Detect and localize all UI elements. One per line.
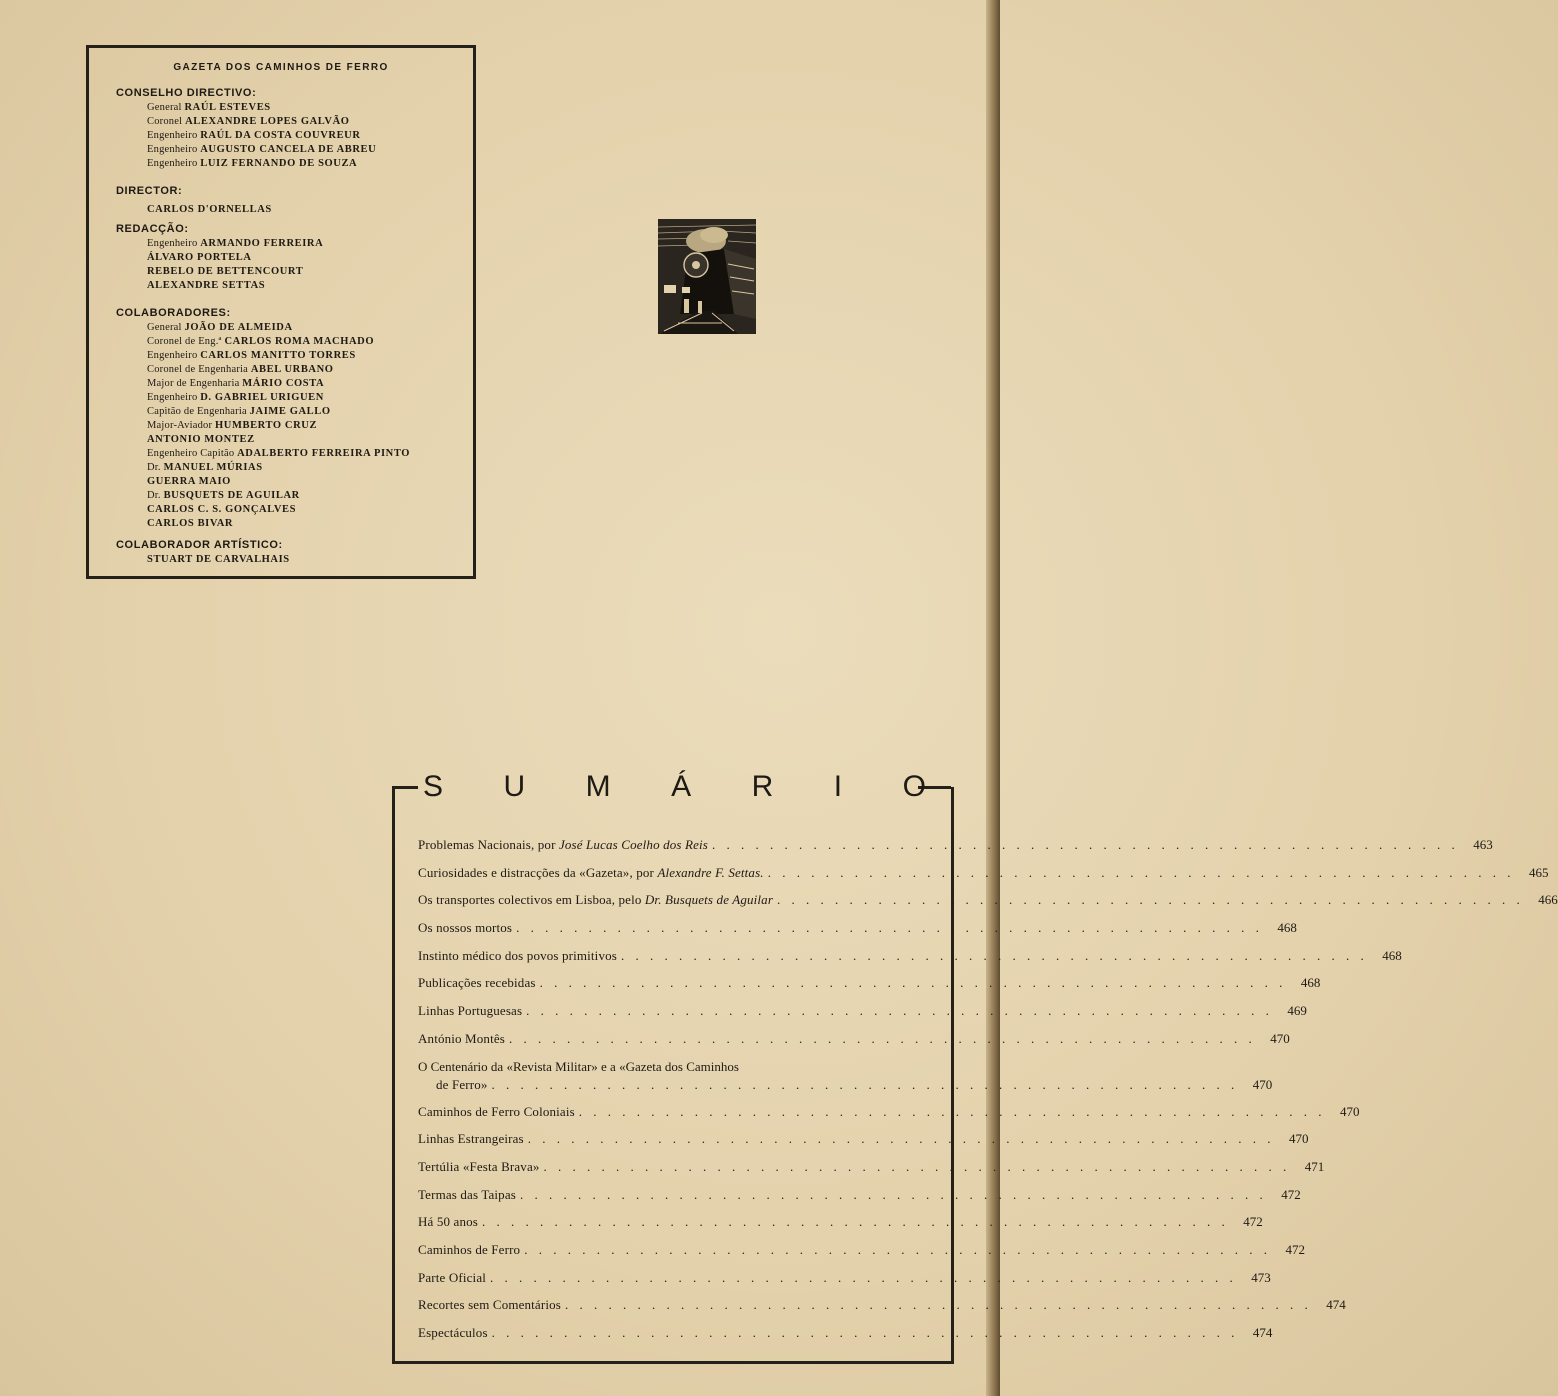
toc-leader-dots: . . . . . . . . . . . . . . . . . . . . . . . . . . . . . . . . . . . . . . . . . . . . . . . . . . . .: [490, 1269, 1237, 1285]
staff-line: [147, 377, 410, 391]
staff-line: [147, 115, 376, 129]
sumario-title-letter: R: [751, 770, 774, 803]
toc-page-number: 465: [1528, 864, 1549, 880]
staff-name: CARLOS ROMA MACHADO: [224, 336, 375, 347]
staff-name: ALEXANDRE LOPES GALVÃO: [185, 116, 350, 127]
toc-entry-title: [418, 974, 536, 992]
toc-title-text: Curiosidades e distracções da «Gazeta», por: [418, 864, 658, 880]
toc-entry: [418, 974, 1321, 1002]
staff-rank: Capitão de Engenharia: [147, 406, 247, 417]
staff-rank: Dr.: [147, 490, 161, 501]
toc-entry-title: [418, 1213, 478, 1231]
toc-entry-title-continued: de Ferro»: [436, 1076, 488, 1092]
toc-entry-author: José Lucas Coelho dos Reis: [558, 837, 709, 852]
staff-line: [147, 419, 410, 433]
toc-entry: [418, 1103, 1360, 1131]
sumario-title-letter: O: [902, 770, 926, 803]
toc-entry-author: Dr. Busquets de Aguilar: [644, 892, 774, 908]
toc-entry: [418, 1186, 1301, 1214]
staff-rank: Coronel: [147, 116, 183, 127]
staff-name: CARLOS BIVAR: [147, 518, 234, 529]
staff-name: RAÚL DA COSTA COUVREUR: [200, 130, 361, 141]
toc-entry: [418, 1130, 1309, 1158]
train-woodcut-icon: [658, 219, 756, 334]
toc-title-text: Parte Oficial: [418, 1269, 487, 1285]
toc-entry-author: Alexandre F. Settas.: [657, 864, 764, 880]
toc-leader-dots: . . . . . . . . . . . . . . . . . . . . . . . . . . . . . . . . . . . . . . . . . . . . . . . . . . . .: [578, 1103, 1326, 1119]
toc-page-number: 473: [1251, 1269, 1271, 1285]
staff-name: JOÃO DE ALMEIDA: [184, 322, 293, 333]
toc-entry: [418, 1030, 1290, 1058]
staff-line: [147, 143, 376, 157]
staff-rank: Engenheiro: [147, 392, 198, 403]
toc-entry-title: [418, 1030, 505, 1048]
staff-name: ARMANDO FERREIRA: [200, 238, 324, 249]
toc-leader-dots: . . . . . . . . . . . . . . . . . . . . . . . . . . . . . . . . . . . . . . . . . . . . . . . . . . . .: [482, 1214, 1229, 1230]
staff-rank: Engenheiro: [147, 144, 198, 155]
staff-name: LUIZ FERNANDO DE SOUZA: [200, 158, 358, 169]
toc-leader-dots: . . . . . . . . . . . . . . . . . . . . . . . . . . . . . . . . . . . . . . . . . . . . . . . . . . . .: [526, 1003, 1273, 1019]
toc-entry-title: [418, 919, 512, 937]
toc-title-text: Os transportes colectivos em Lisboa, pelo: [418, 892, 645, 908]
toc-page-number: 474: [1252, 1325, 1273, 1340]
staff-line: [147, 503, 410, 517]
toc-page-number: 470: [1288, 1131, 1309, 1147]
toc-page-number: 466: [1538, 892, 1558, 908]
toc-entry-title: [418, 1241, 520, 1259]
toc-entry-title: [418, 1324, 488, 1342]
toc-title-text: Há 50 anos: [418, 1214, 478, 1230]
toc-leader-dots: . . . . . . . . . . . . . . . . . . . . . . . . . . . . . . . . . . . . . . . . . . . . . . . . . . . .: [712, 837, 1459, 852]
staff-line: [147, 129, 376, 143]
toc-leader-dots: . . . . . . . . . . . . . . . . . . . . . . . . . . . . . . . . . . . . . . . . . . . . . . . . . . . .: [543, 1158, 1291, 1174]
toc-entry: [418, 1213, 1263, 1241]
staff-name: GUERRA MAIO: [147, 476, 231, 487]
staff-line: [147, 335, 410, 349]
toc-leader-dots: . . . . . . . . . . . . . . . . . . . . . . . . . . . . . . . . . . . . . . . . . . . . . . . . . . . .: [524, 1241, 1271, 1257]
staff-name: BUSQUETS DE AGUILAR: [163, 490, 300, 501]
staff-name: D. GABRIEL URIGUEN: [200, 392, 324, 403]
toc-entry-title: [418, 947, 617, 965]
staff-rank: Engenheiro: [147, 158, 198, 169]
masthead-section: [116, 183, 272, 217]
staff-line: [147, 553, 290, 567]
staff-name: MÁRIO COSTA: [242, 378, 325, 389]
toc-title-text: Termas das Taipas: [418, 1186, 516, 1202]
toc-leader-dots: . . . . . . . . . . . . . . . . . . . . . . . . . . . . . . . . . . . . . . . . . . . . . . . . . . . .: [519, 1186, 1267, 1202]
staff-rank: Engenheiro: [147, 238, 198, 249]
staff-name: REBELO DE BETTENCOURT: [147, 266, 304, 277]
toc-title-text: Caminhos de Ferro Coloniais: [418, 1103, 575, 1119]
toc-leader-dots: . . . . . . . . . . . . . . . . . . . . . . . . . . . . . . . . . . . . . . . . . . . . . . . . . . . .: [620, 947, 1368, 963]
toc-page-number: 471: [1304, 1158, 1325, 1174]
toc-entry: [418, 947, 1402, 975]
staff-name: ABEL URBANO: [250, 364, 334, 375]
staff-name: RAÚL ESTEVES: [184, 102, 271, 113]
toc-page-number: 470: [1252, 1076, 1273, 1092]
toc-title-text: Linhas Portuguesas: [418, 1003, 523, 1019]
staff-name: STUART DE CARVALHAIS: [147, 554, 290, 565]
toc-leader-dots: . . . . . . . . . . . . . . . . . . . . . . . . . . . . . . . . . . . . . . . . . . . . . . . . . . . .: [516, 920, 1263, 936]
toc-entry-title: [418, 1186, 516, 1204]
staff-name: MANUEL MÚRIAS: [163, 462, 263, 473]
toc-page-number: 469: [1287, 1003, 1307, 1019]
staff-name: CARLOS MANITTO TORRES: [200, 350, 356, 361]
toc-title-text: António Montês: [418, 1030, 505, 1046]
toc-title-text: Os nossos mortos: [418, 920, 513, 936]
toc-title-text: Recortes sem Comentários: [418, 1297, 561, 1313]
toc-page-number: 463: [1473, 837, 1493, 852]
toc-entry-title: [418, 891, 773, 909]
toc-entry-title: [418, 864, 764, 882]
staff-line: [147, 349, 410, 363]
staff-name: AUGUSTO CANCELA DE ABREU: [200, 144, 377, 155]
toc-page-number: 468: [1300, 975, 1321, 991]
toc-entry: [418, 1241, 1305, 1269]
toc-entry-title: [418, 1130, 524, 1148]
staff-line: [147, 461, 410, 475]
toc-entry-title: [418, 1002, 522, 1020]
staff-rank: Engenheiro: [147, 350, 198, 361]
toc-entry-title: O Centenário da «Revista Militar» e a «Gazeta dos Caminhos: [418, 1058, 739, 1074]
toc-leader-dots: . . . . . . . . . . . . . . . . . . . . . . . . . . . . . . . . . . . . . . . . . . . . . . . . . . . .: [527, 1131, 1275, 1147]
toc-leader-dots: . . . . . . . . . . . . . . . . . . . . . . . . . . . . . . . . . . . . . . . . . . . . . . . . . . . .: [491, 1325, 1239, 1340]
toc-leader-dots: . . . . . . . . . . . . . . . . . . . . . . . . . . . . . . . . . . . . . . . . . . . . . . . . . . . .: [777, 892, 1524, 908]
toc-page-number: 472: [1281, 1186, 1301, 1202]
toc-title-text: Linhas Estrangeiras: [418, 1131, 524, 1147]
staff-name: ALEXANDRE SETTAS: [147, 280, 266, 291]
staff-rank: General: [147, 322, 182, 333]
staff-line: [147, 391, 410, 405]
toc-title-text: Caminhos de Ferro: [418, 1241, 521, 1257]
staff-line: [147, 517, 410, 531]
toc-title-text: Problemas Nacionais, por: [418, 837, 559, 852]
section-heading: COLABORADOR ARTÍSTICO:: [116, 539, 283, 551]
staff-line: [147, 237, 323, 251]
staff-rank: Coronel de Engenharia: [147, 364, 248, 375]
toc-leader-dots: . . . . . . . . . . . . . . . . . . . . . . . . . . . . . . . . . . . . . . . . . . . . . . . . . . . .: [539, 975, 1287, 991]
staff-line: [147, 363, 410, 377]
sumario-title-letter: U: [503, 770, 526, 803]
staff-line: [147, 203, 272, 217]
staff-line: [147, 265, 323, 279]
toc-title-text: Espectáculos: [418, 1325, 488, 1340]
masthead-section: [116, 305, 410, 531]
toc-entry: [418, 1296, 1346, 1324]
sumario-title-letter: Á: [671, 770, 692, 803]
sumario-title-letter: S: [423, 770, 444, 803]
staff-line: [147, 251, 323, 265]
toc-entry: [418, 1269, 1271, 1297]
staff-rank: Major-Aviador: [147, 420, 213, 431]
toc-page-number: 472: [1243, 1214, 1263, 1230]
toc-page-number: 468: [1277, 920, 1297, 936]
staff-rank: Engenheiro Capitão: [147, 448, 235, 459]
masthead-section: [116, 85, 376, 171]
staff-rank: Dr.: [147, 462, 161, 473]
staff-line: [147, 279, 323, 293]
toc-page-number: 474: [1326, 1297, 1346, 1313]
staff-name: CARLOS C. S. GONÇALVES: [147, 504, 297, 515]
table-of-contents: [418, 836, 1558, 1352]
toc-leader-dots: . . . . . . . . . . . . . . . . . . . . . . . . . . . . . . . . . . . . . . . . . . . . . . . . . . . .: [491, 1076, 1239, 1092]
staff-rank: Coronel de Eng.ª: [147, 336, 222, 347]
masthead-box: [86, 45, 476, 579]
toc-leader-dots: . . . . . . . . . . . . . . . . . . . . . . . . . . . . . . . . . . . . . . . . . . . . . . . . . . . .: [767, 864, 1515, 880]
toc-entry-title: [418, 1296, 561, 1314]
staff-line: [147, 433, 410, 447]
toc-entry: [418, 891, 1558, 919]
staff-name: ADALBERTO FERREIRA PINTO: [237, 448, 411, 459]
masthead-title: GAZETA DOS CAMINHOS DE FERRO: [173, 62, 389, 73]
staff-line: [147, 157, 376, 171]
toc-entry: [418, 1058, 1273, 1103]
staff-rank: Major de Engenharia: [147, 378, 240, 389]
toc-entry-title: [418, 1103, 575, 1121]
masthead-section: [116, 537, 290, 567]
toc-title-text: Tertúlia «Festa Brava»: [418, 1158, 540, 1174]
sumario-title-letter: M: [585, 770, 611, 803]
toc-entry-title: [418, 1158, 540, 1176]
staff-line: [147, 489, 410, 503]
toc-entry: [418, 864, 1549, 892]
staff-rank: Engenheiro: [147, 130, 198, 141]
staff-rank: General: [147, 102, 182, 113]
staff-name: JAIME GALLO: [249, 406, 331, 417]
staff-name: HUMBERTO CRUZ: [215, 420, 318, 431]
staff-name: ÁLVARO PORTELA: [147, 252, 252, 263]
section-heading: DIRECTOR:: [116, 185, 183, 197]
staff-line: [147, 101, 376, 115]
sumario-title-letter: I: [833, 770, 843, 803]
toc-entry: [418, 919, 1297, 947]
staff-line: [147, 447, 410, 461]
toc-page-number: 472: [1285, 1241, 1305, 1257]
toc-leader-dots: . . . . . . . . . . . . . . . . . . . . . . . . . . . . . . . . . . . . . . . . . . . . . . . . . . . .: [508, 1030, 1256, 1046]
toc-entry: [418, 1158, 1325, 1186]
toc-title-text: Publicações recebidas: [418, 975, 536, 991]
toc-page-number: 470: [1340, 1103, 1360, 1119]
staff-name: ANTONIO MONTEZ: [147, 434, 255, 445]
toc-leader-dots: . . . . . . . . . . . . . . . . . . . . . . . . . . . . . . . . . . . . . . . . . . . . . . . . . . . .: [564, 1297, 1312, 1313]
staff-line: [147, 405, 410, 419]
sumario-title: [392, 770, 956, 804]
toc-entry-title: [418, 1269, 486, 1287]
staff-line: [147, 321, 410, 335]
toc-page-number: 470: [1270, 1030, 1290, 1046]
toc-title-text: Instinto médico dos povos primitivos: [418, 947, 617, 963]
staff-name: CARLOS D'ORNELLAS: [147, 204, 272, 215]
section-heading: REDACÇÃO:: [116, 223, 189, 235]
toc-entry: [418, 1324, 1273, 1352]
toc-entry: [418, 836, 1493, 864]
masthead-section: [116, 221, 323, 293]
section-heading: CONSELHO DIRECTIVO:: [116, 87, 257, 99]
toc-entry-title: [418, 836, 708, 854]
toc-entry: [418, 1002, 1307, 1030]
toc-page-number: 468: [1382, 947, 1402, 963]
section-heading: COLABORADORES:: [116, 307, 231, 319]
staff-line: [147, 475, 410, 489]
